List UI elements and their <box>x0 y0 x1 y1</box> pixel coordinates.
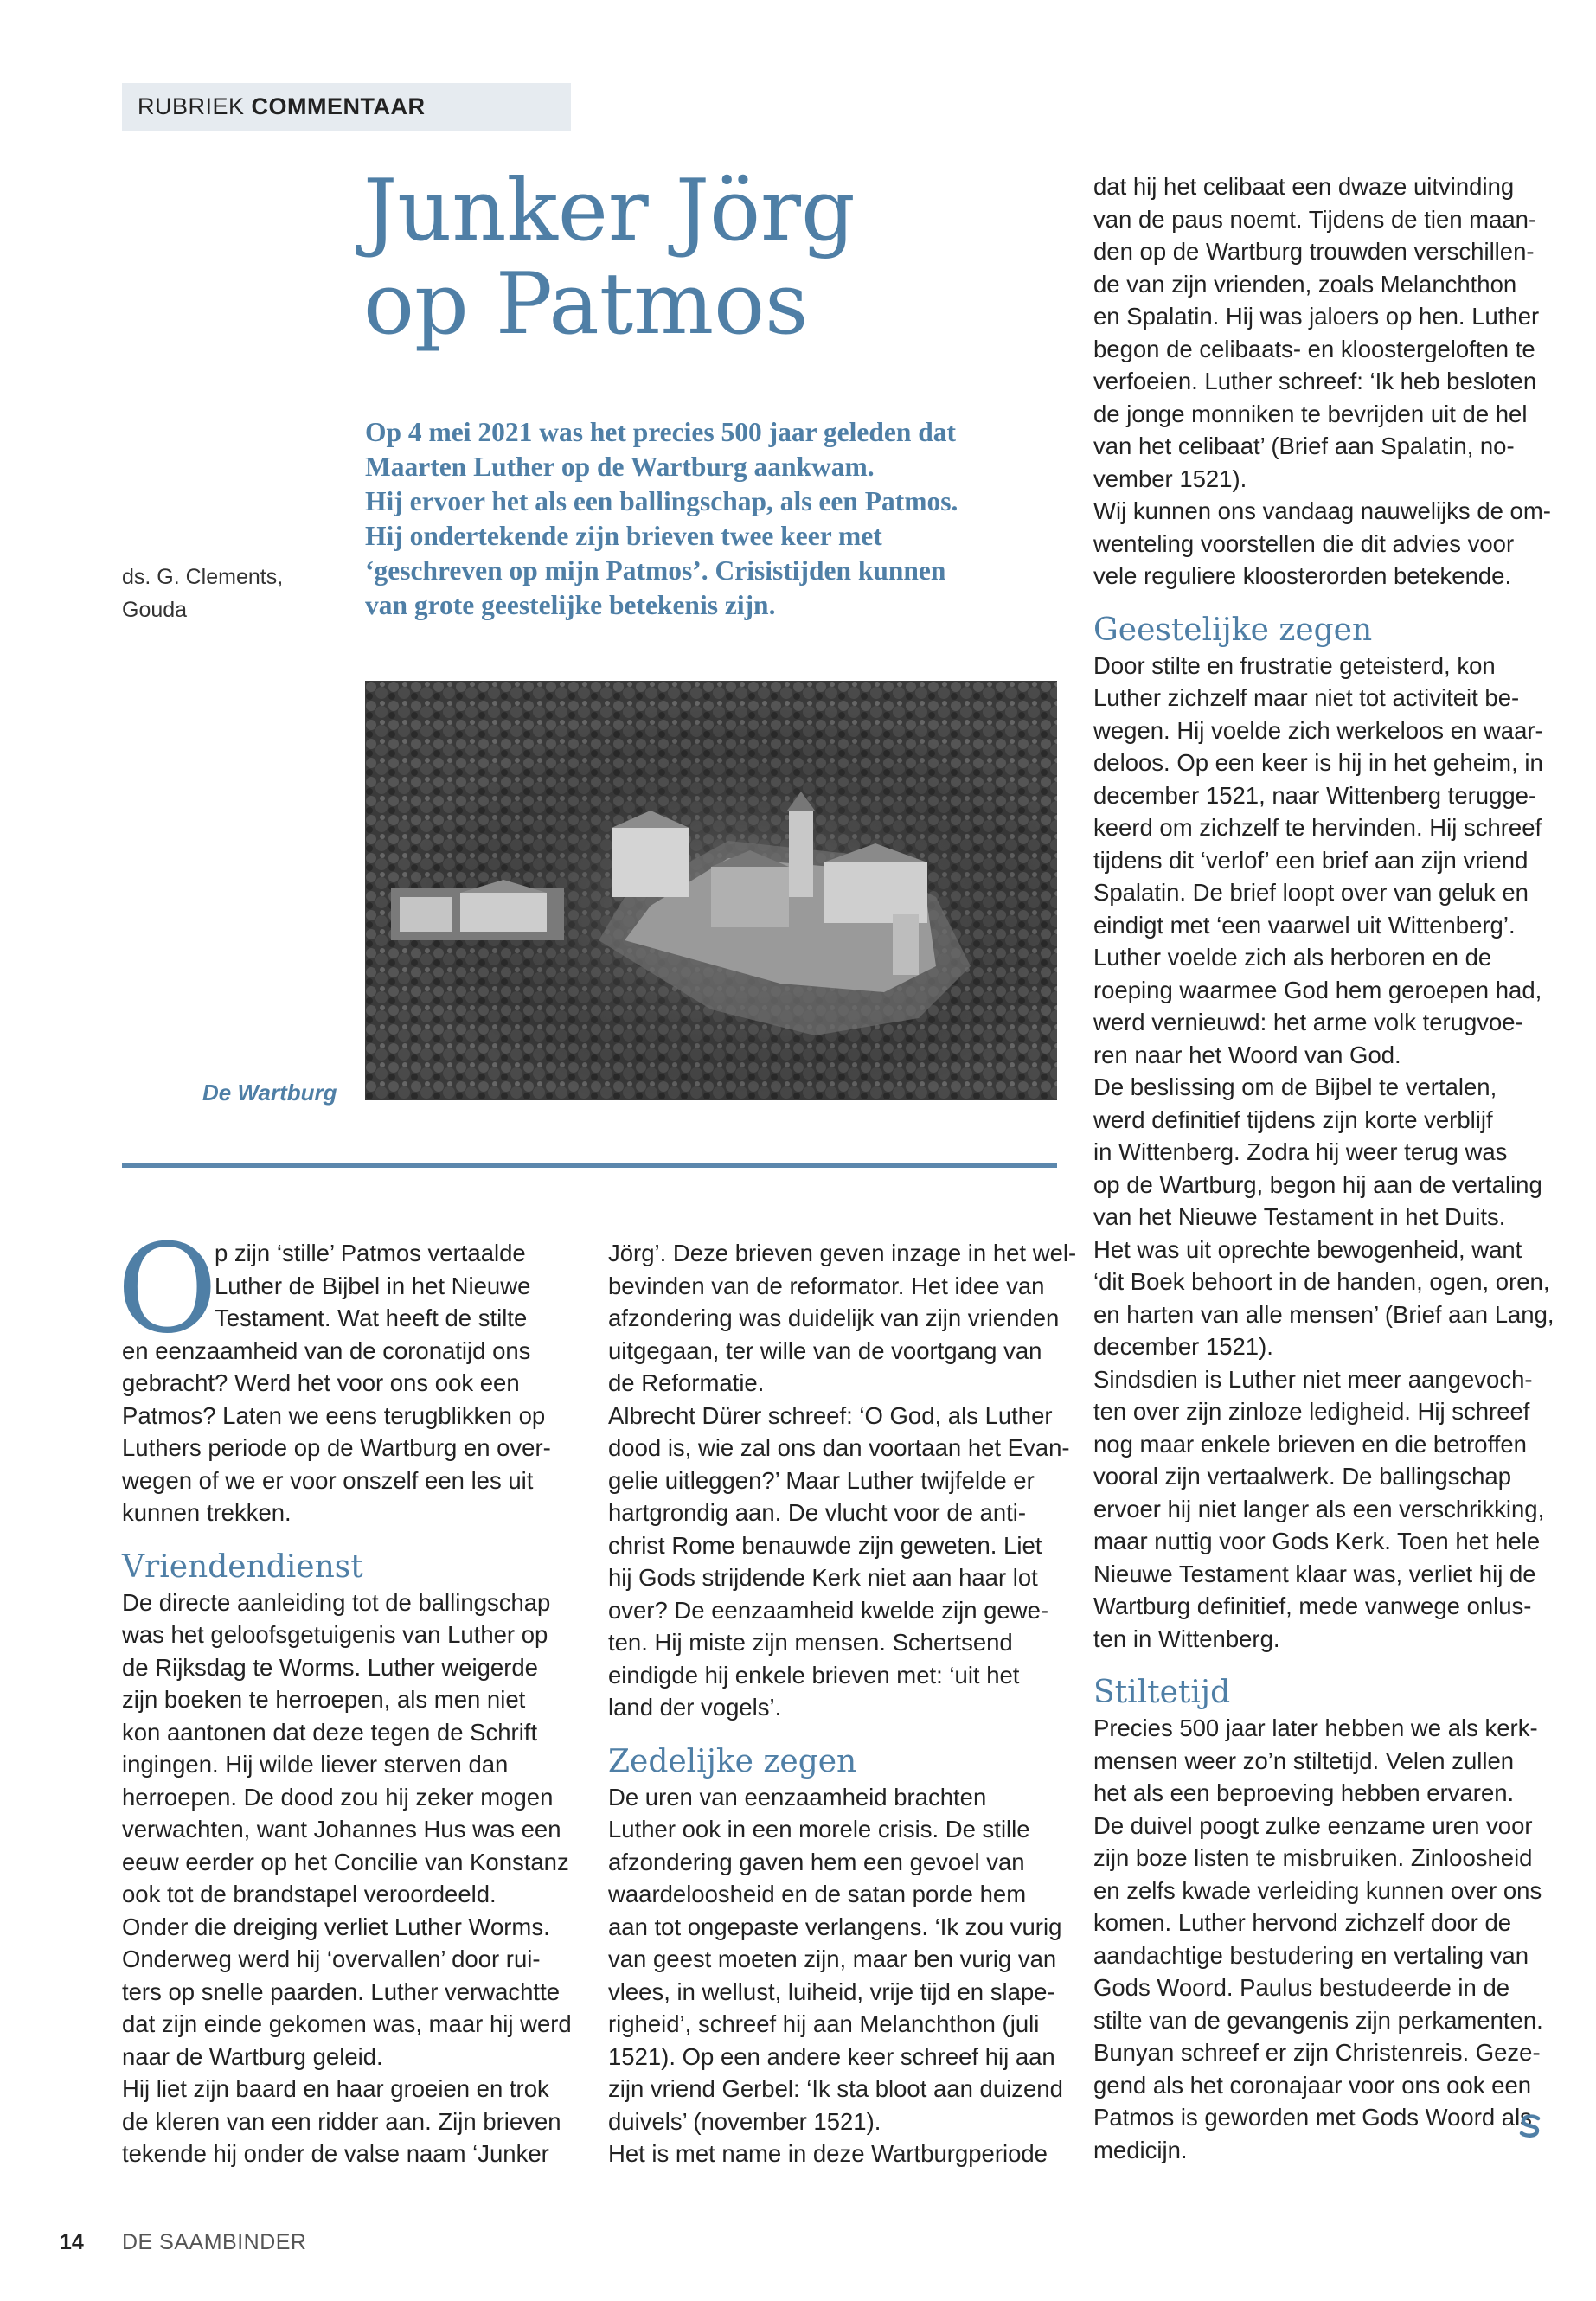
drop-cap: O <box>117 1218 218 1361</box>
text-line: Onder die dreiging verliet Luther Worms. <box>122 1913 550 1940</box>
text-line: hartgrondig aan. De vlucht voor de anti- <box>608 1499 1027 1526</box>
text-line: den op de Wartburg trouwden verschillen- <box>1093 238 1535 265</box>
text-line: tijdens dit ‘verlof’ een brief aan zijn vriend <box>1093 846 1529 874</box>
lead-line: Maarten Luther op de Wartburg aankwam. <box>365 452 875 482</box>
text-line: p zijn ‘stille’ Patmos vertaalde <box>215 1240 526 1266</box>
rubriek-label <box>122 83 571 131</box>
text-line: verfoeien. Luther schreef: ‘Ik heb besloten <box>1093 368 1537 394</box>
text-line: in Wittenberg. Zodra hij weer terug was <box>1093 1138 1508 1165</box>
text-line: tekende hij onder de valse naam ‘Junker <box>122 2140 549 2167</box>
text-line: mensen weer zo’n stiltetijd. Velen zullen <box>1093 1747 1515 1774</box>
text-line: de kleren van een ridder aan. Zijn brieven <box>122 2107 561 2135</box>
text-line: vember 1521). <box>1093 465 1247 492</box>
text-line: stilte van de gevangenis zijn perkamenten. <box>1093 2006 1543 2034</box>
text-line: medicijn. <box>1093 2136 1188 2163</box>
text-line: verwachten, want Johannes Hus was een <box>122 1816 561 1843</box>
text-line: duivels’ (november 1521). <box>608 2107 881 2135</box>
text-line: dat zijn einde gekomen was, maar hij werd <box>122 2010 572 2037</box>
text-line: De directe aanleiding tot de ballingschap <box>122 1588 551 1616</box>
lead-line: Hij ondertekende zijn brieven twee keer met <box>365 521 882 551</box>
photo-caption: De Wartburg <box>202 1080 337 1106</box>
text-line: eindigt met ‘een vaarwel uit Wittenberg’. <box>1093 911 1516 939</box>
text-line: De uren van eenzaamheid brachten <box>608 1783 987 1811</box>
text-line: december 1521). <box>1093 1333 1273 1360</box>
text-line: Hij liet zijn baard en haar groeien en trok <box>122 2075 549 2102</box>
section-heading-geestelijke-zegen: Geestelijke zegen <box>1093 612 1373 648</box>
text-line: De beslissing om de Bijbel te vertalen, <box>1093 1074 1497 1100</box>
text-line: over? De eenzaamheid kwelde zijn gewe- <box>608 1596 1049 1624</box>
text-line: ingingen. Hij wilde liever sterven dan <box>122 1751 509 1778</box>
text-line: Luthers periode op de Wartburg en over- <box>122 1434 551 1461</box>
text-line: werd definitief tijdens zijn korte verblijf <box>1093 1106 1493 1133</box>
text-line: zijn vriend Gerbel: ‘Ik sta bloot aan duizend <box>608 2075 1063 2102</box>
text-line: Luther voelde zich als herboren en de <box>1093 944 1492 971</box>
text-line: en harten van alle mensen’ (Brief aan Lang, <box>1093 1300 1554 1328</box>
author-byline <box>122 561 330 626</box>
text-line: Bunyan schreef er zijn Christenreis. Geze- <box>1093 2039 1541 2066</box>
author-name: ds. G. Clements, <box>122 565 284 589</box>
text-column-2 <box>608 1237 1077 2170</box>
text-line: zijn boze listen te misbruiken. Zinloosheid <box>1093 1844 1533 1871</box>
text-line: aan tot ongepaste verlangens. ‘Ik zou vurig <box>608 1913 1062 1940</box>
text-line: Precies 500 jaar later hebben we als kerk- <box>1093 1715 1538 1741</box>
text-line: ters op snelle paarden. Luther verwachtte <box>122 1977 560 2005</box>
text-line: hij Gods strijdende Kerk niet aan haar lot <box>608 1564 1038 1591</box>
text-line: Testament. Wat heeft de stilte <box>215 1304 528 1331</box>
text-line: Spalatin. De brief loopt over van geluk en <box>1093 879 1529 906</box>
text-line: vooral zijn vertaalwerk. De ballingschap <box>1093 1463 1512 1490</box>
text-line: Onderweg werd hij ‘overvallen’ door rui- <box>122 1945 541 1972</box>
text-line: zijn boeken te herroepen, als men niet <box>122 1686 526 1713</box>
text-line: Patmos is geworden met Gods Woord als <box>1093 2104 1532 2131</box>
text-line: Wij kunnen ons vandaag nauwelijks de om- <box>1093 497 1551 524</box>
text-line: van het Nieuwe Testament in het Duits. <box>1093 1203 1506 1230</box>
text-line: de jonge monniken te bevrijden uit de hel <box>1093 400 1528 427</box>
text-line: Gods Woord. Paulus bestudeerde in de <box>1093 1974 1510 2001</box>
text-line: en zelfs kwade verleiding kunnen over ons <box>1093 1876 1542 1904</box>
author-location: Gouda <box>122 598 188 622</box>
text-line: Nieuwe Testament klaar was, verliet hij de <box>1093 1560 1536 1587</box>
text-line: ren naar het Woord van God. <box>1093 1041 1401 1068</box>
text-line: ten. Hij miste zijn mensen. Schertsend <box>608 1629 1013 1656</box>
text-line: en Spalatin. Hij was jaloers op hen. Luther <box>1093 303 1540 330</box>
text-line: de Reformatie. <box>608 1369 765 1396</box>
text-line: was het geloofsgetuigenis van Luther op <box>122 1621 548 1648</box>
text-line: eindigde hij enkele brieven met: ‘uit het <box>608 1661 1020 1689</box>
text-line: wegen. Hij voelde zich werkeloos en waar- <box>1093 716 1543 744</box>
text-line: ervoer hij niet langer als een verschrikking, <box>1093 1495 1545 1522</box>
text-line: Patmos? Laten we eens terugblikken op <box>122 1401 546 1429</box>
text-line: righeid’, schreef hij aan Melanchthon (juli <box>608 2010 1040 2037</box>
text-line: De duivel poogt zulke eenzame uren voor <box>1093 1811 1533 1839</box>
text-line: waardeloosheid en de satan porde hem <box>608 1881 1027 1907</box>
text-line: op de Wartburg, begon hij aan de vertaling <box>1093 1170 1542 1198</box>
text-line: Jörg’. Deze brieven geven inzage in het wel- <box>608 1240 1077 1266</box>
text-line: Sindsdien is Luther niet meer aangevoch- <box>1093 1365 1533 1393</box>
text-line: deloos. Op een keer is hij in het geheim, in <box>1093 749 1543 776</box>
text-line: Door stilte en frustratie geteisterd, kon <box>1093 651 1496 679</box>
saambinder-end-icon <box>1517 2113 1543 2139</box>
text-line: christ Rome benauwde zijn geweten. Liet <box>608 1531 1042 1559</box>
text-line: ten in Wittenberg. <box>1093 1625 1280 1652</box>
text-line: naar de Wartburg geleid. <box>122 2042 383 2070</box>
text-line: ten over zijn zinloze ledigheid. Hij schreef <box>1093 1398 1530 1425</box>
text-line: Het was uit oprechte bewogenheid, want <box>1093 1235 1522 1263</box>
title-line-2: op Patmos <box>363 255 809 354</box>
text-line: uitgegaan, ter wille van de voortgang van <box>608 1336 1042 1364</box>
text-line: ‘dit Boek behoort in de handen, ogen, oren, <box>1093 1268 1550 1295</box>
magazine-name: DE SAAMBINDER <box>122 2230 307 2254</box>
text-line: van de paus noemt. Tijdens de tien maan- <box>1093 205 1537 233</box>
section-heading-vriendendienst: Vriendendienst <box>122 1548 363 1585</box>
text-line: gebracht? Werd het voor ons ook een <box>122 1369 520 1396</box>
text-line: Luther zichzelf maar niet tot activiteit be- <box>1093 684 1520 711</box>
text-column-3 <box>1093 170 1561 2166</box>
text-line: land der vogels’. <box>608 1694 782 1721</box>
text-line: herroepen. De dood zou hij zeker mogen <box>122 1783 554 1811</box>
text-line: roeping waarmee God hem geroepen had, <box>1093 976 1542 1003</box>
text-line: maar nuttig voor Gods Kerk. Toen het hele <box>1093 1528 1541 1554</box>
title-line-1: Junker Jörg <box>363 162 856 260</box>
page-number: 14 <box>60 2230 84 2254</box>
text-line: vlees, in wellust, luiheid, vrije tijd en slape- <box>608 1977 1055 2005</box>
text-line: en eenzaamheid van de coronatijd ons <box>122 1336 531 1364</box>
lead-line: Op 4 mei 2021 was het precies 500 jaar geleden dat <box>365 417 957 447</box>
text-line: december 1521, naar Wittenberg terugge- <box>1093 781 1537 809</box>
rubriek-prefix: RUBRIEK <box>138 93 245 119</box>
text-line: afzondering gaven hem een gevoel van <box>608 1848 1025 1875</box>
text-line: dat hij het celibaat een dwaze uitvinding <box>1093 173 1515 200</box>
text-line: werd vernieuwd: het arme volk terugvoe- <box>1093 1009 1523 1035</box>
text-line: keerd om zichzelf te hervinden. Hij schreef <box>1093 814 1542 841</box>
text-line: kon aantonen dat deze tegen de Schrift <box>122 1718 538 1746</box>
text-line: het als een beproeving hebben ervaren. <box>1093 1779 1515 1806</box>
text-line: begon de celibaats- en kloostergeloften te <box>1093 335 1535 362</box>
text-line: gend als het coronajaar voor ons ook een <box>1093 2071 1532 2099</box>
text-line: afzondering was duidelijk van zijn vrienden <box>608 1304 1060 1331</box>
text-column-1 <box>122 1237 572 2170</box>
text-line: bevinden van de reformator. Het idee van <box>608 1272 1045 1299</box>
article-lead <box>365 415 1057 623</box>
text-line: wenteling voorstellen die dit advies voor <box>1093 529 1515 557</box>
lead-line: van grote geestelijke betekenis zijn. <box>365 590 776 620</box>
lead-line: Hij ervoer het als een ballingschap, als een Patmos. <box>365 486 958 516</box>
section-heading-stiltetijd: Stiltetijd <box>1093 1675 1231 1710</box>
text-line: van het celibaat’ (Brief aan Spalatin, no- <box>1093 433 1515 459</box>
text-line: kunnen trekken. <box>122 1499 292 1526</box>
wartburg-photo <box>365 681 1057 1100</box>
text-line: van geest moeten zijn, maar ben vurig van <box>608 1945 1057 1972</box>
text-line: dood is, wie zal ons dan voortaan het Evan- <box>608 1434 1070 1461</box>
text-line: aandachtige bestudering en vertaling van <box>1093 1941 1529 1969</box>
rubriek-name: COMMENTAAR <box>251 93 426 119</box>
text-line: Luther ook in een morele crisis. De stille <box>608 1816 1030 1843</box>
text-line: wegen of we er voor onszelf een les uit <box>122 1466 534 1494</box>
section-divider <box>122 1163 1057 1168</box>
article-title <box>363 162 917 354</box>
text-line: Albrecht Dürer schreef: ‘O God, als Luther <box>608 1401 1053 1429</box>
text-line: eeuw eerder op het Concilie van Konstanz <box>122 1848 569 1875</box>
text-line: ook tot de brandstapel veroordeeld. <box>122 1881 497 1907</box>
text-line: gelie uitleggen?’ Maar Luther twijfelde er <box>608 1466 1035 1494</box>
text-line: 1521). Op een andere keer schreef hij aan <box>608 2042 1055 2070</box>
lead-line: ‘geschreven op mijn Patmos’. Crisistijden kunnen <box>365 555 946 586</box>
text-line: nog maar enkele brieven en die betroffen <box>1093 1430 1527 1458</box>
text-line: Luther de Bijbel in het Nieuwe <box>215 1272 531 1299</box>
text-line: Wartburg definitief, mede vanwege onlus- <box>1093 1593 1532 1619</box>
text-line: Het is met name in deze Wartburgperiode <box>608 2140 1048 2167</box>
text-line: komen. Luther hervond zichzelf door de <box>1093 1909 1512 1936</box>
text-line: de Rijksdag te Worms. Luther weigerde <box>122 1653 538 1681</box>
text-line: vele reguliere kloosterorden betekende. <box>1093 562 1512 589</box>
section-heading-zedelijke-zegen: Zedelijke zegen <box>608 1743 857 1779</box>
text-line: de van zijn vrienden, zoals Melanchthon <box>1093 270 1517 298</box>
